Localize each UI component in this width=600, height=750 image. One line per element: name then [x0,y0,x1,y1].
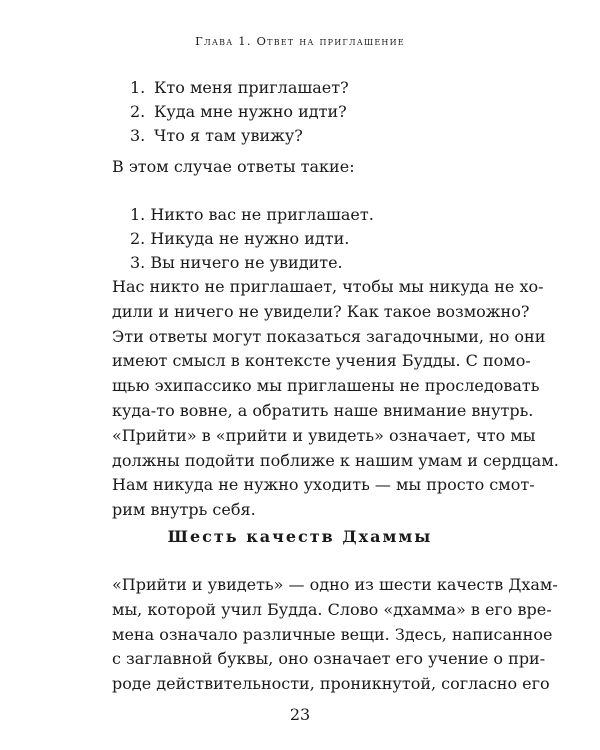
paragraph-1 [112,275,559,523]
text-line: роде действительности, проникнутой, согласно его [112,674,550,694]
section-heading: Шесть качеств Дхаммы [167,527,433,546]
text-line: имеют смысл в контексте учения Будды. С помо- [112,351,531,371]
text-line: «Прийти и увидеть» — одно из шести качеств Дхам- [112,575,558,594]
text-line: должны подойти поближе к нашим умам и сердцам. [112,450,559,470]
text-line: мы, которой учил Будда. Слово «дхамма» в его вре- [112,599,552,619]
list-item: 3. Вы ничего не увидите. [130,253,343,272]
list-number: 2. [130,102,146,121]
answers-list [130,203,374,275]
list-item [130,76,349,100]
list-text: Куда мне нужно идти? [154,102,347,121]
text-line: щью эхипассико мы приглашены не проследовать [112,376,540,396]
text-line: «Прийти» в «прийти и увидеть» означает, что мы [112,425,536,445]
text-line: куда-то вовне, а обратить наше внимание внутрь. [112,400,534,420]
running-head: Глава 1. Ответ на приглашение [195,34,405,48]
list-item: 2. Никуда не нужно идти. [130,229,350,248]
text-line: Нас никто не приглашает, чтобы мы никуда не хо- [112,277,544,296]
text-line: рим внутрь себя. [112,500,256,520]
list-text: Что я там увижу? [154,126,303,145]
intro-text: В этом случае ответы такие: [112,157,355,176]
text-line: Нам никуда не нужно уходить — мы просто смот- [112,475,535,495]
list-number: 3. [130,126,146,145]
list-number: 1. [130,78,146,97]
paragraph-2 [112,573,558,697]
text-line: Эти ответы могут показаться загадочными, но они [112,326,546,346]
page-number: 23 [289,705,311,724]
questions-list [130,76,349,148]
list-text: Кто меня приглашает? [154,78,349,97]
text-line: дили и ничего не увидели? Как такое возможно? [112,301,530,321]
text-line: с заглавной буквы, оно означает его учение о при- [112,649,546,669]
list-item [130,100,349,124]
list-item: 1. Никто вас не приглашает. [130,205,374,224]
list-item [130,124,349,148]
text-line: мена означало различные вещи. Здесь, написанное [112,624,553,644]
